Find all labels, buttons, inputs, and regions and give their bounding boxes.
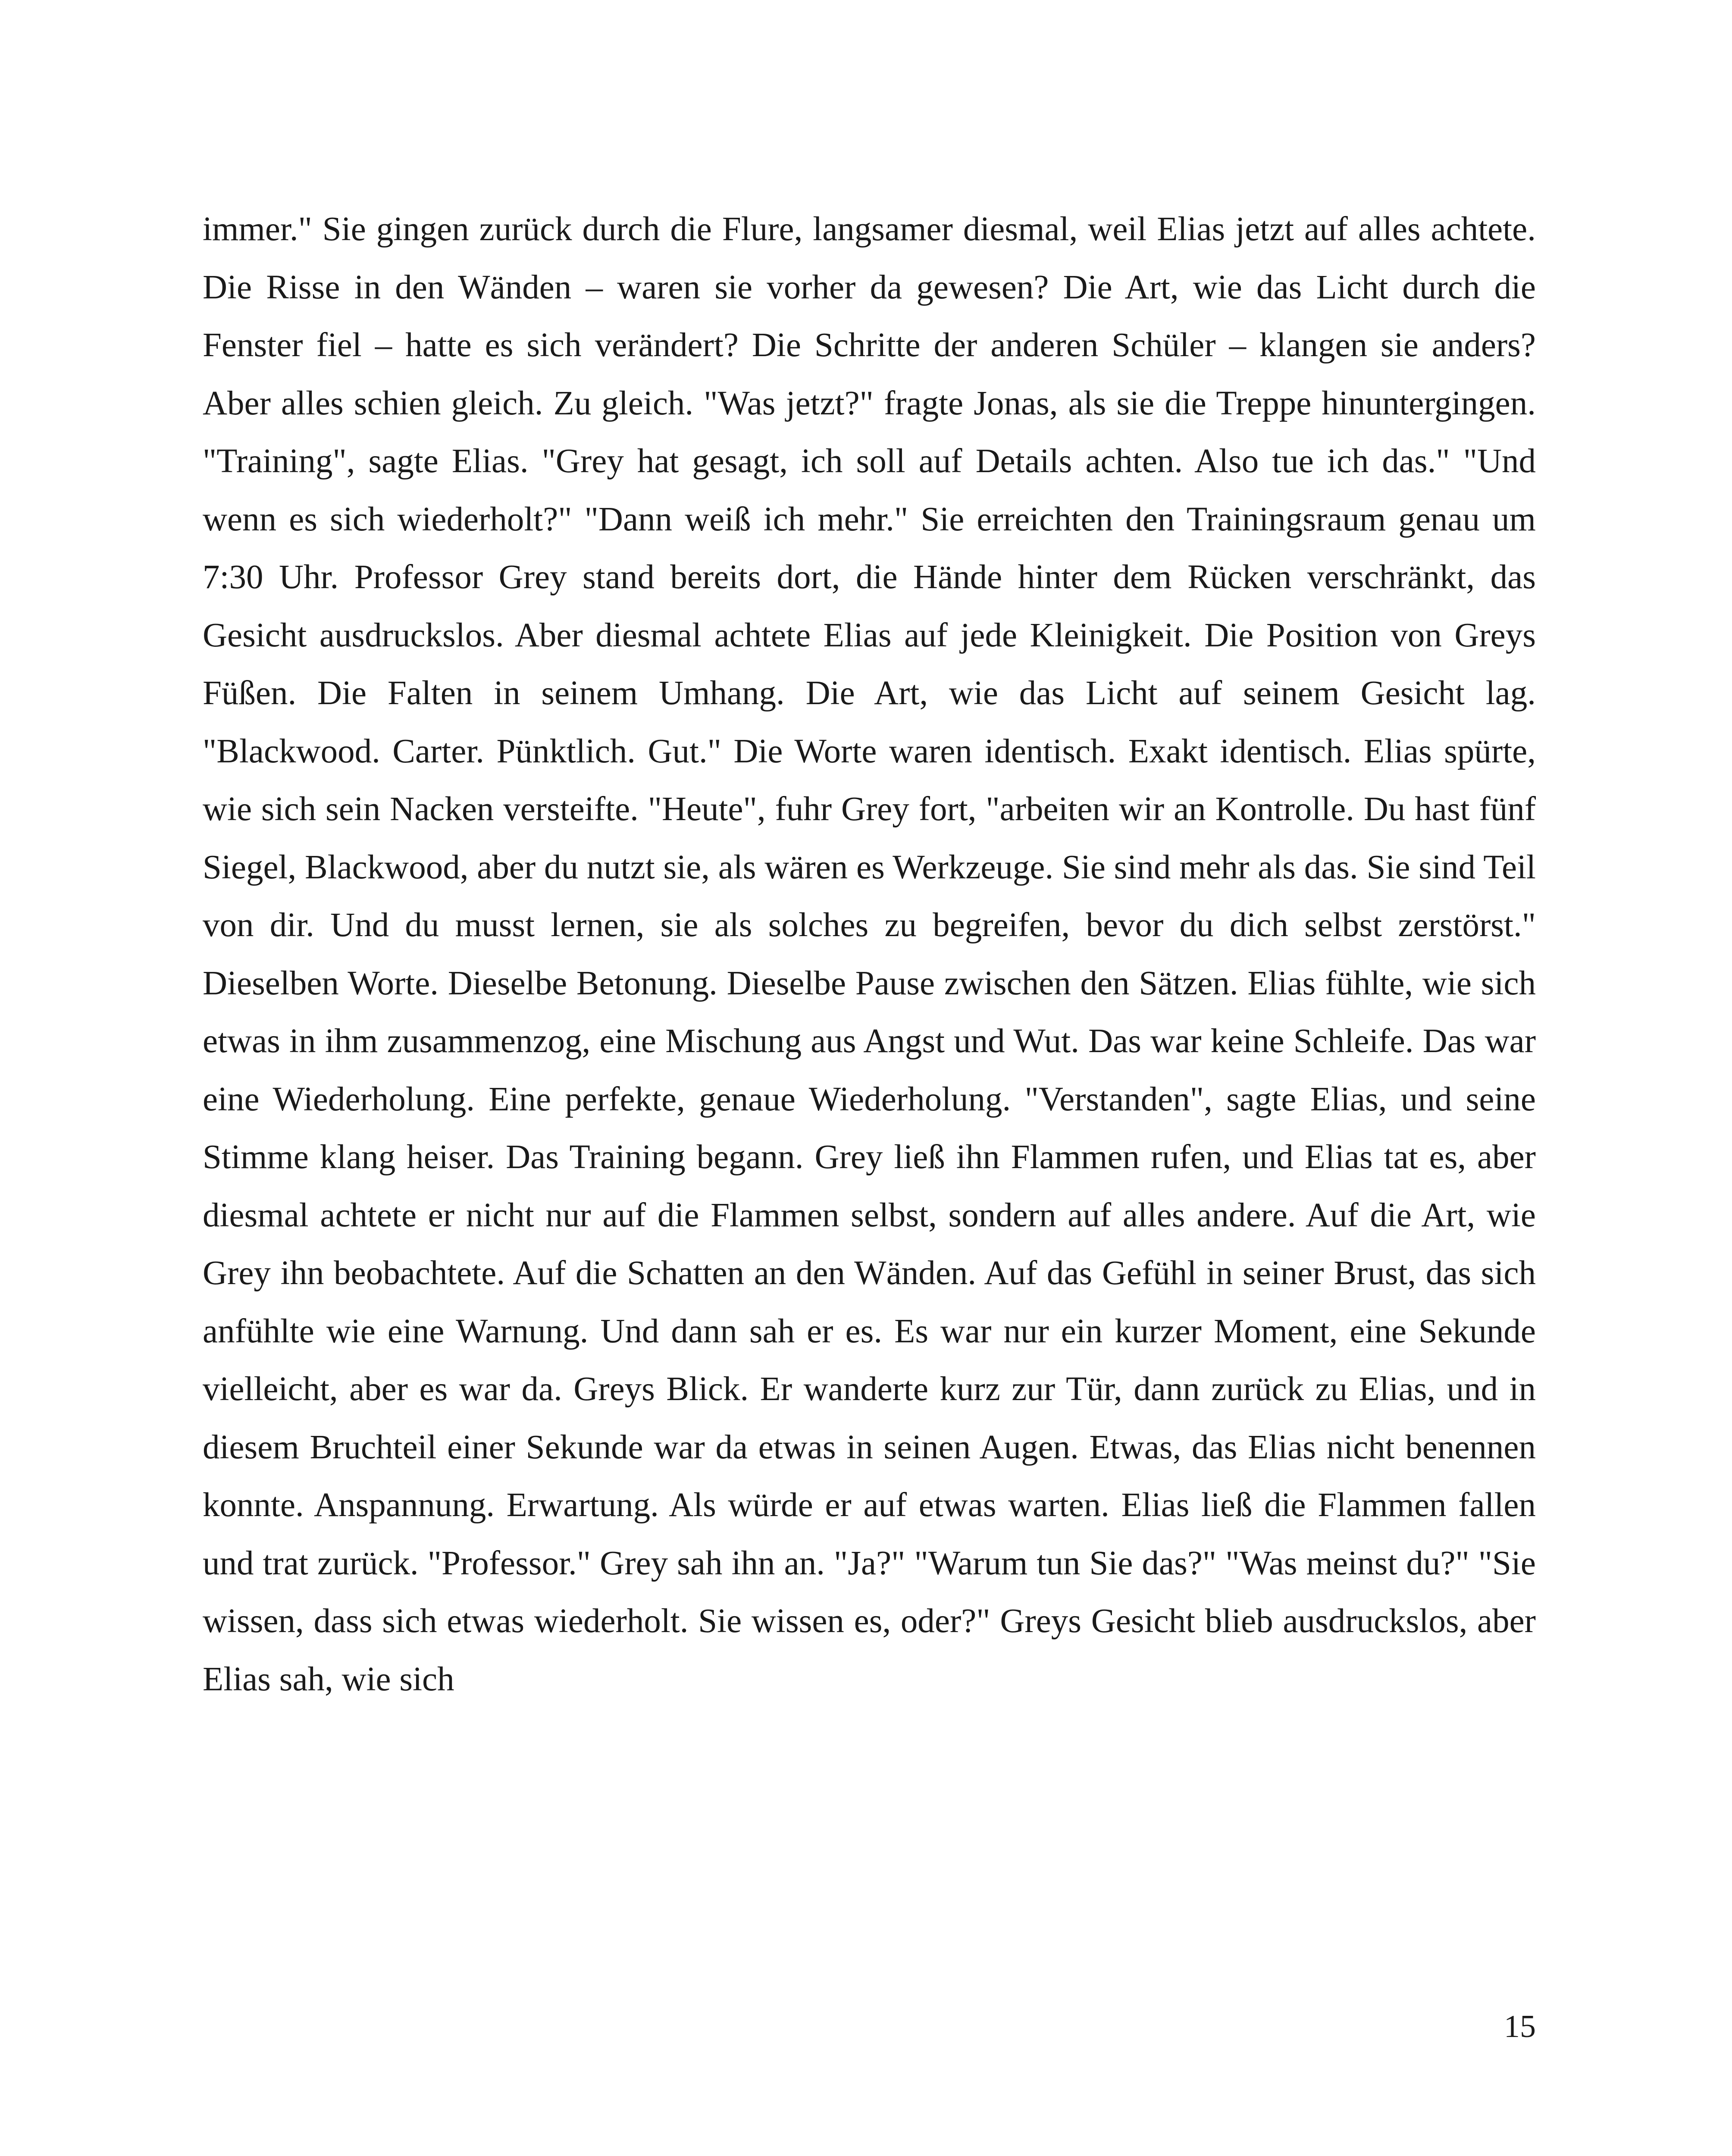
body-paragraph: immer." Sie gingen zurück durch die Flure, langsamer diesmal, weil Elias jetzt auf alles achtete. Die Risse in den Wänden – waren sie vorher da gewesen? Die Art, wie das Licht durch die Fenster fiel – hatte es sich verändert? Die Schritte der anderen Schüler – klangen sie anders? Aber alles schien gleich. Zu gleich. "Was jetzt?" fragte Jonas, als sie die Treppe hinuntergingen. "Training", sagte Elias. "Grey hat gesagt, ich soll auf Details achten. Also tue ich das." "Und wenn es sich wiederholt?" "Dann weiß ich mehr." Sie erreichten den Trainingsraum genau um 7:30 Uhr. Professor Grey stand bereits dort, die Hände hinter dem Rücken verschränkt, das Gesicht ausdruckslos. Aber diesmal achtete Elias auf jede Kleinigkeit. Die Position von Greys Füßen. Die Falten in seinem Umhang. Die Art, wie das Licht auf seinem Gesicht lag. "Blackwood. Carter. Pünktlich. Gut." Die Worte waren identisch. Exakt identisch. Elias spürte, wie sich sein Nacken versteifte. "Heute", fuhr Grey fort, "arbeiten wir an Kontrolle. Du hast fünf Siegel, Blackwood, aber du nutzt sie, als wären es Werkzeuge. Sie sind mehr als das. Sie sind Teil von dir. Und du musst lernen, sie als solches zu begreifen, bevor du dich selbst zerstörst." Dieselben Worte. Dieselbe Betonung. Dieselbe Pause zwischen den Sätzen. Elias fühlte, wie sich etwas in ihm zusammenzog, eine Mischung aus Angst und Wut. Das war keine Schleife. Das war eine Wiederholung. Eine perfekte, genaue Wiederholung. "Verstanden", sagte Elias, und seine Stimme klang heiser. Das Training begann. Grey ließ ihn Flammen rufen, und Elias tat es, aber diesmal achtete er nicht nur auf die Flammen selbst, sondern auf alles andere. Auf die Art, wie Grey ihn beobachtete. Auf die Schatten an den Wänden. Auf das Gefühl in seiner Brust, das sich anfühlte wie eine Warnung. Und dann sah er es. Es war nur ein kurzer Moment, eine Sekunde vielleicht, aber es war da. Greys Blick. Er wanderte kurz zur Tür, dann zurück zu Elias, und in diesem Bruchteil einer Sekunde war da etwas in seinen Augen. Etwas, das Elias nicht benennen konnte. Anspannung. Erwartung. Als würde er auf etwas warten. Elias ließ die Flammen fallen und trat zurück. "Professor." Grey sah ihn an. "Ja?" "Warum tun Sie das?" "Was meinst du?" "Sie wissen, dass sich etwas wiederholt. Sie wissen es, oder?" Greys Gesicht blieb ausdruckslos, aber Elias sah, wie sich (203, 210, 1536, 1698)
page-number: 15 (1504, 2009, 1536, 2044)
